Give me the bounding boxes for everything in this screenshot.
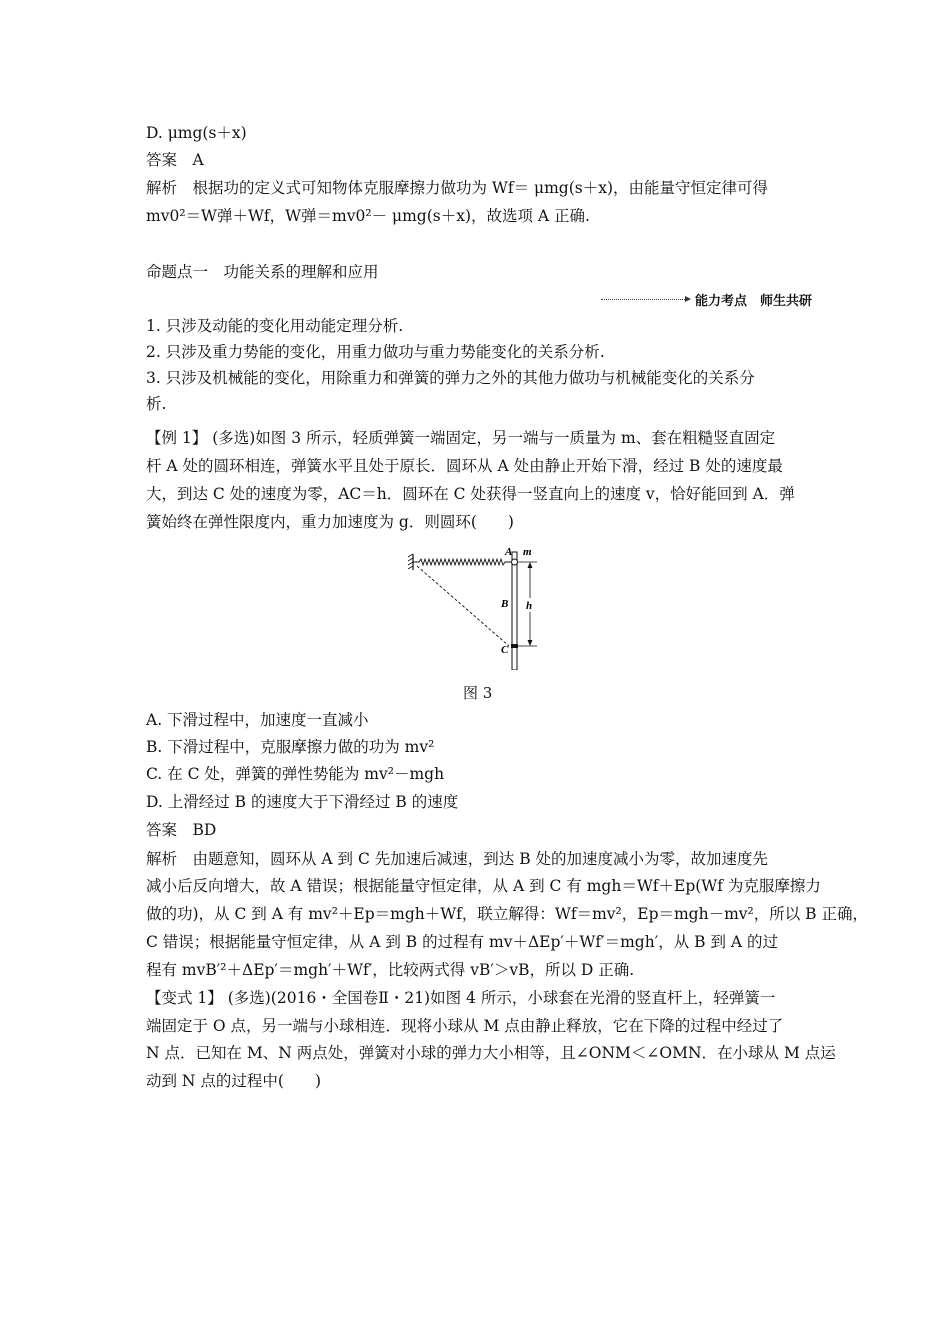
label-m: m (523, 546, 532, 558)
option-c: C. 在 C 处，弹簧的弹性势能为 mv²－mgh (146, 765, 445, 783)
analysis-line-5: 程有 mvB′²＋ΔEp′＝mgh′＋Wf′，比较两式得 vB′＞vB，所以 D 正确. (146, 961, 635, 979)
analysis-line-1: 解析 由题意知，圆环从 A 到 C 先加速后减速，到达 B 处的加速度减小为零，故加速度先 (146, 850, 769, 868)
example-1-line-3: 大，到达 C 处的速度为零，AC＝h．圆环在 C 处获得一竖直向上的速度 v，恰好能回到 A．弹 (146, 485, 795, 503)
point-3: 3. 只涉及机械能的变化，用除重力和弹簧的弹力之外的其他力做功与机械能变化的关系分 (146, 369, 755, 387)
figure-3-diagram (405, 540, 545, 670)
analysis-line-3: 做的功)，从 C 到 A 有 mv²＋Ep＝mgh＋Wf，联立解得：Wf＝mv²，Ep＝mgh－mv²，所以 B 正确， (146, 905, 869, 923)
answer-prev: 答案 A (146, 151, 204, 169)
label-h: h (526, 600, 533, 612)
variant-1-line-3: N 点．已知在 M、N 两点处，弹簧对小球的弹力大小相等，且∠ONM＜∠OMN．在小球从 M 点运 (146, 1044, 836, 1062)
analysis-prev-1: 解析 根据功的定义式可知物体克服摩擦力做功为 Wf＝ μmg(s＋x)，由能量守恒定律可得 (146, 179, 769, 197)
point-1: 1. 只涉及动能的变化用动能定理分析. (146, 317, 404, 335)
example-1-line-2: 杆 A 处的圆环相连，弹簧水平且处于原长．圆环从 A 处由静止开始下滑，经过 B 处的速度最 (146, 457, 783, 475)
variant-1-line-1: 【变式 1】 (多选)(2016・全国卷Ⅱ・21)如图 4 所示，小球套在光滑的竖直杆上，轻弹簧一 (146, 989, 776, 1007)
option-b: B. 下滑过程中，克服摩擦力做的功为 mv² (146, 738, 435, 756)
variant-1-line-4: 动到 N 点的过程中( ) (146, 1072, 322, 1090)
label-a: A (505, 546, 513, 558)
example-1-line-1: 【例 1】 (多选)如图 3 所示，轻质弹簧一端固定，另一端与一质量为 m、套在粗糙竖直固定 (146, 429, 776, 447)
figure-caption: 图 3 (463, 684, 493, 702)
label-c: C (501, 644, 509, 656)
option-a: A. 下滑过程中，加速度一直减小 (146, 711, 369, 729)
analysis-line-2: 减小后反向增大，故 A 错误；根据能量守恒定律，从 A 到 C 有 mgh＝Wf＋Ep(Wf 为克服摩擦力 (146, 877, 821, 895)
point-2: 2. 只涉及重力势能的变化，用重力做功与重力势能变化的关系分析. (146, 343, 605, 361)
option-d: D. 上滑经过 B 的速度大于下滑经过 B 的速度 (146, 793, 459, 811)
label-b: B (501, 598, 509, 610)
arrow-icon (601, 299, 689, 300)
option-d-prev: D. μmg(s＋x) (146, 124, 247, 142)
section-tag (601, 290, 812, 309)
example-1-line-4: 簧始终在弹性限度内，重力加速度为 g．则圆环( ) (146, 513, 514, 531)
section-heading: 命题点一 功能关系的理解和应用 (146, 263, 379, 281)
point-3-cont: 析. (146, 395, 167, 413)
spring (413, 559, 511, 565)
analysis-line-4: C 错误；根据能量守恒定律，从 A 到 B 的过程有 mv＋ΔEp′＋Wf′＝mgh′，从 B 到 A 的过 (146, 933, 779, 951)
analysis-prev-2: mv0²＝W弹＋Wf，W弹＝mv0²－ μmg(s＋x)，故选项 A 正确. (146, 207, 590, 225)
variant-1-line-2: 端固定于 O 点，另一端与小球相连．现将小球从 M 点由静止释放，它在下降的过程中经过了 (146, 1017, 784, 1035)
answer: 答案 BD (146, 821, 217, 839)
section-tag-label: 能力考点 师生共研 (694, 294, 812, 309)
